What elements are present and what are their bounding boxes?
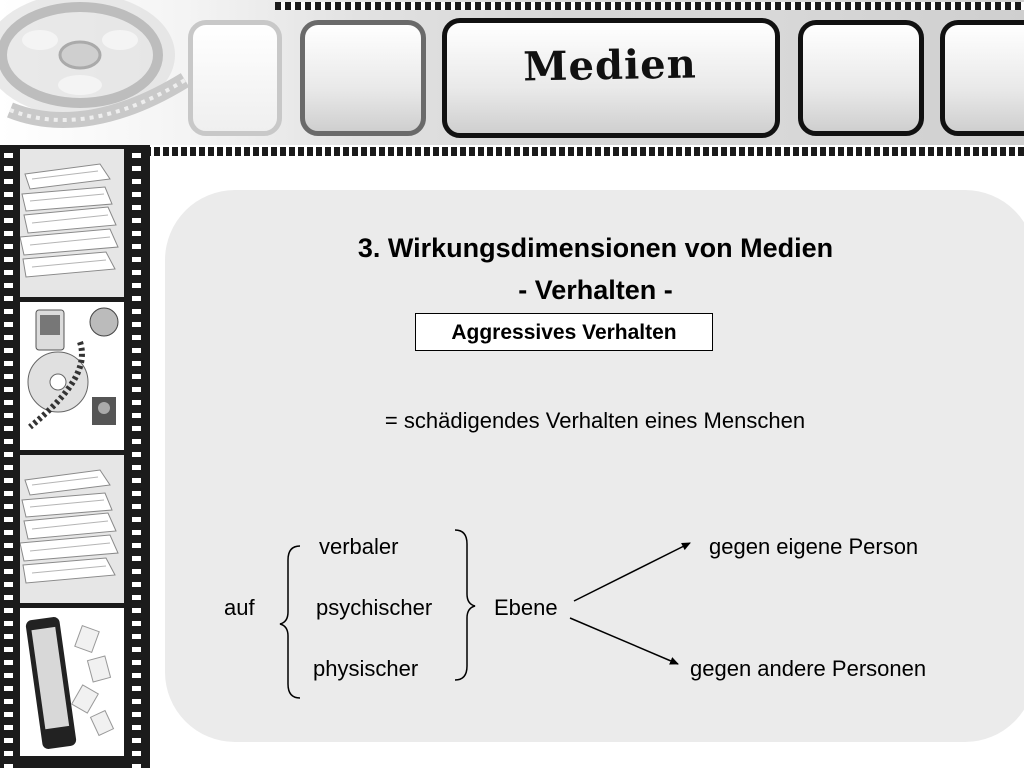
film-perforation-left (4, 145, 13, 768)
header-title: Medien (522, 40, 698, 91)
film-perforation-right (132, 145, 141, 768)
target-others: gegen andere Personen (690, 656, 927, 681)
target-self: gegen eigene Person (709, 534, 919, 559)
slide-heading (238, 228, 953, 312)
boxed-term: Aggressives Verhalten (415, 313, 713, 351)
level-verbal: verbaler (319, 534, 399, 559)
smartphone-news-icon (20, 608, 124, 756)
level-physical: physischer (313, 656, 419, 681)
header-banner (0, 0, 1024, 145)
film-perforation-top (275, 2, 1024, 10)
diagram-prefix: auf (224, 595, 255, 620)
film-reel-icon (0, 0, 200, 140)
diagram-suffix: Ebene (494, 595, 558, 620)
film-strip-sidebar (0, 145, 150, 768)
newspaper-stack-icon (20, 149, 124, 297)
film-frame (300, 20, 426, 136)
heading-line-2: - Verhalten - (518, 274, 673, 305)
heading-line-1: 3. Wirkungsdimensionen von Medien (357, 233, 834, 263)
film-perforation-horizontal (145, 147, 1024, 156)
film-frame (188, 20, 282, 136)
film-frame (798, 20, 924, 136)
film-frame (940, 20, 1024, 136)
newspaper-stack-icon (20, 455, 124, 603)
definition-text: = schädigendes Verhalten eines Menschen (384, 408, 806, 433)
level-psychic: psychischer (316, 595, 433, 620)
